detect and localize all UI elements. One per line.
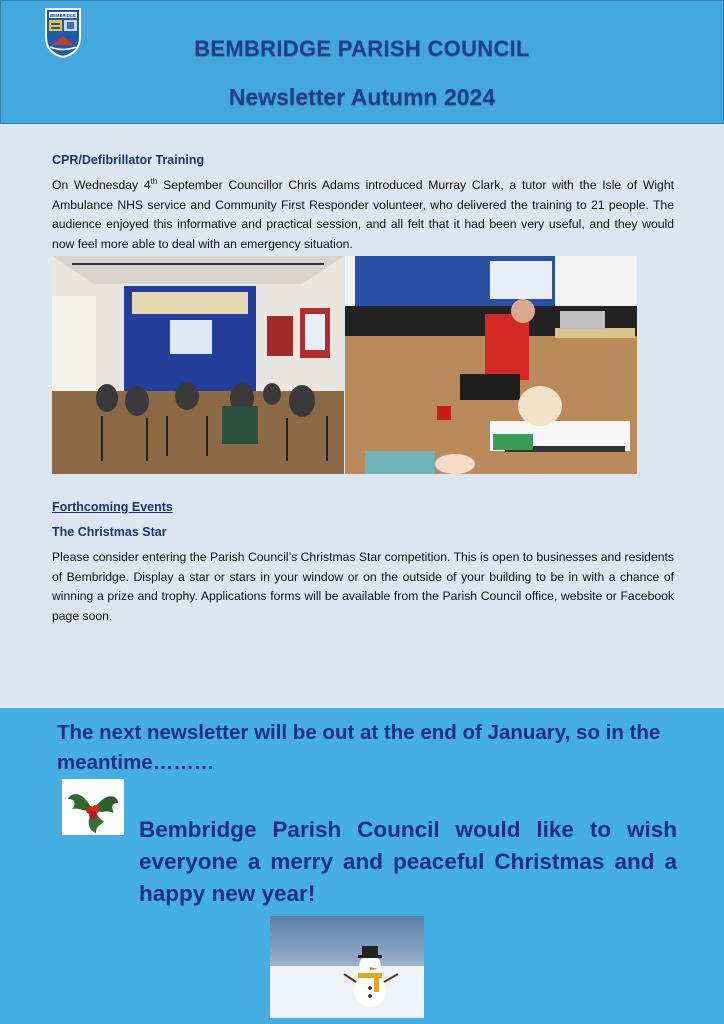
cpr-heading: CPR/Defibrillator Training — [52, 153, 205, 167]
next-newsletter-notice: The next newsletter will be out at the end of January, so in the meantime……… — [57, 721, 661, 774]
footer-banner — [0, 708, 724, 1024]
council-title: BEMBRIDGE PARISH COUNCIL — [194, 36, 530, 61]
cpr-demonstration-photo — [345, 256, 637, 474]
christmas-star-paragraph: Please consider entering the Parish Council’s Christmas Star competition. This is open to businesses and residents of Bembridge. Display a star or stars in your window or on the outside of your building to be in with a chance of winning a prize and trophy. Applications forms will be available from the Parish Council office, website or Facebook page soon. — [52, 550, 674, 624]
snowman-photo — [270, 916, 424, 1018]
cpr-paragraph: On Wednesday 4th September Councillor Chris Adams introduced Murray Clark, a tutor with the Isle of Wight Ambulance NHS service and Community First Responder volunteer, who delivered the training to 21 people. The audience enjoyed this informative and practical session, and all felt that it had been very useful, and they would now feel more able to deal with an emergency situation. — [52, 176, 674, 252]
events-heading: Forthcoming Events — [52, 500, 173, 514]
christmas-star-heading: The Christmas Star — [52, 525, 167, 539]
header-banner — [0, 0, 724, 124]
holly-icon — [62, 779, 124, 835]
newsletter-title: Newsletter Autumn 2024 — [228, 84, 496, 110]
crest-text: BEMBRIDGE — [50, 13, 76, 18]
training-photos — [52, 256, 637, 474]
village-hall-audience-photo — [52, 256, 344, 474]
christmas-greeting: Bembridge Parish Council would like to wish everyone a merry and peaceful Christmas and a happy new year! — [139, 817, 677, 906]
